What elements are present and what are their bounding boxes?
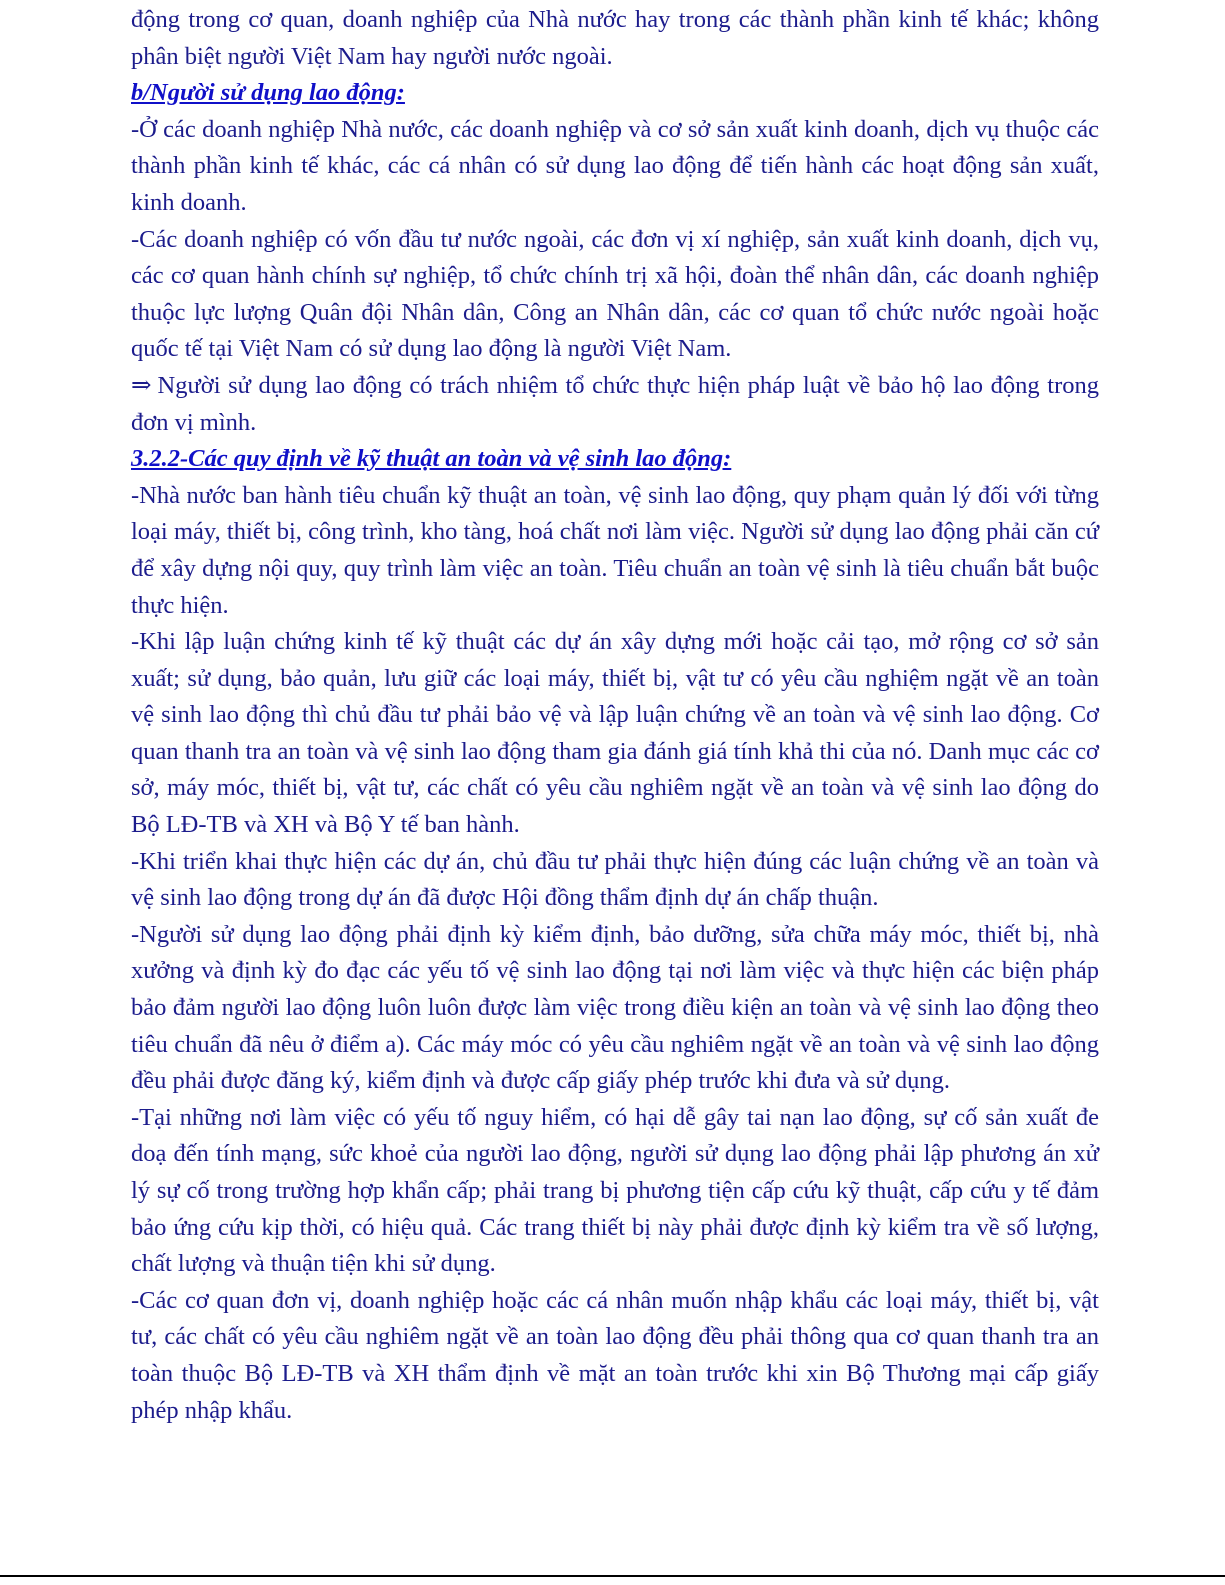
employer-paragraph-2: -Các doanh nghiệp có vốn đầu tư nước ngoài, các đơn vị xí nghiệp, sản xuất kinh doanh, dịch vụ, các cơ quan hành chính sự nghiệp, tổ chức chính trị xã hội, đoàn thể nhân dân, các doanh nghiệp thuộc lực lượng Quân đội Nhân dân, Công an Nhân dân, các cơ quan tổ chức nước ngoài hoặc quốc tế tại Việt Nam có sử dụng lao động là người Việt Nam.: [131, 225, 1099, 363]
employer-conclusion-text: Người sử dụng lao động có trách nhiệm tổ chức thực hiện pháp luật về bảo hộ lao động trong đơn vị mình.: [131, 371, 1099, 436]
implies-arrow-icon: ⇒: [131, 371, 152, 399]
regulation-paragraph-2: -Khi lập luận chứng kinh tế kỹ thuật các dự án xây dựng mới hoặc cải tạo, mở rộng cơ sở sản xuất; sử dụng, bảo quản, lưu giữ các loại máy, thiết bị, vật tư có yêu cầu nghiệm ngặt về an toàn vệ sinh lao động thì chủ đầu tư phải bảo vệ và lập luận chứng về an toàn và vệ sinh lao động. Cơ quan thanh tra an toàn và vệ sinh lao động tham gia đánh giá tính khả thi của nó. Danh mục các cơ sở, máy móc, thiết bị, vật tư, các chất có yêu cầu nghiêm ngặt về an toàn và vệ sinh lao động do Bộ LĐ-TB và XH và Bộ Y tế ban hành.: [131, 628, 1099, 839]
section-heading-3-2-2: 3.2.2-Các quy định về kỹ thuật an toàn và vệ sinh lao động:: [131, 445, 732, 473]
regulation-paragraph-5: -Tại những nơi làm việc có yếu tố nguy hiểm, có hại dễ gây tai nạn lao động, sự cố sản xuất đe doạ đến tính mạng, sức khoẻ của người lao động, người sử dụng lao động phải lập phương án xử lý sự cố trong trường hợp khẩn cấp; phải trang bị phương tiện cấp cứu kỹ thuật, cấp cứu y tế đảm bảo ứng cứu kịp thời, có hiệu quả. Các trang thiết bị này phải được định kỳ kiểm tra về số lượng, chất lượng và thuận tiện khi sử dụng.: [131, 1103, 1099, 1278]
intro-paragraph: động trong cơ quan, doanh nghiệp của Nhà nước hay trong các thành phần kinh tế khác; không phân biệt người Việt Nam hay người nước ngoài.: [131, 6, 1099, 70]
regulation-paragraph-1: -Nhà nước ban hành tiêu chuẩn kỹ thuật an toàn, vệ sinh lao động, quy phạm quản lý đối với từng loại máy, thiết bị, công trình, kho tàng, hoá chất nơi làm việc. Người sử dụng lao động phải căn cứ để xây dựng nội quy, quy trình làm việc an toàn. Tiêu chuẩn an toàn vệ sinh là tiêu chuẩn bắt buộc thực hiện.: [131, 481, 1099, 619]
regulation-paragraph-3: -Khi triển khai thực hiện các dự án, chủ đầu tư phải thực hiện đúng các luận chứng về an toàn và vệ sinh lao động trong dự án đã được Hội đồng thẩm định dự án chấp thuận.: [131, 847, 1099, 912]
employer-paragraph-1: -Ở các doanh nghiệp Nhà nước, các doanh nghiệp và cơ sở sản xuất kinh doanh, dịch vụ thuộc các thành phần kinh tế khác, các cá nhân có sử dụng lao động để tiến hành các hoạt động sản xuất, kinh doanh.: [131, 115, 1099, 216]
regulation-paragraph-6: -Các cơ quan đơn vị, doanh nghiệp hoặc các cá nhân muốn nhập khẩu các loại máy, thiết bị, vật tư, các chất có yêu cầu nghiêm ngặt về an toàn lao động đều phải thông qua cơ quan thanh tra an toàn thuộc Bộ LĐ-TB và XH thẩm định về mặt an toàn trước khi xin Bộ Thương mại cấp giấy phép nhập khẩu.: [131, 1286, 1099, 1424]
section-heading-employer: b/Người sử dụng lao động:: [131, 79, 405, 107]
regulation-paragraph-4: -Người sử dụng lao động phải định kỳ kiểm định, bảo dưỡng, sửa chữa máy móc, thiết bị, nhà xưởng và định kỳ đo đạc các yếu tố vệ sinh lao động tại nơi làm việc và thực hiện các biện pháp bảo đảm người lao động luôn luôn được làm việc trong điều kiện an toàn và vệ sinh lao động theo tiêu chuẩn đã nêu ở điểm a). Các máy móc có yêu cầu nghiêm ngặt về an toàn và vệ sinh lao động đều phải được đăng ký, kiểm định và được cấp giấy phép trước khi đưa và sử dụng.: [131, 920, 1099, 1095]
document-page: [131, 0, 1099, 1429]
page-bottom-rule: [0, 1575, 1225, 1577]
employer-conclusion: [131, 368, 1099, 441]
